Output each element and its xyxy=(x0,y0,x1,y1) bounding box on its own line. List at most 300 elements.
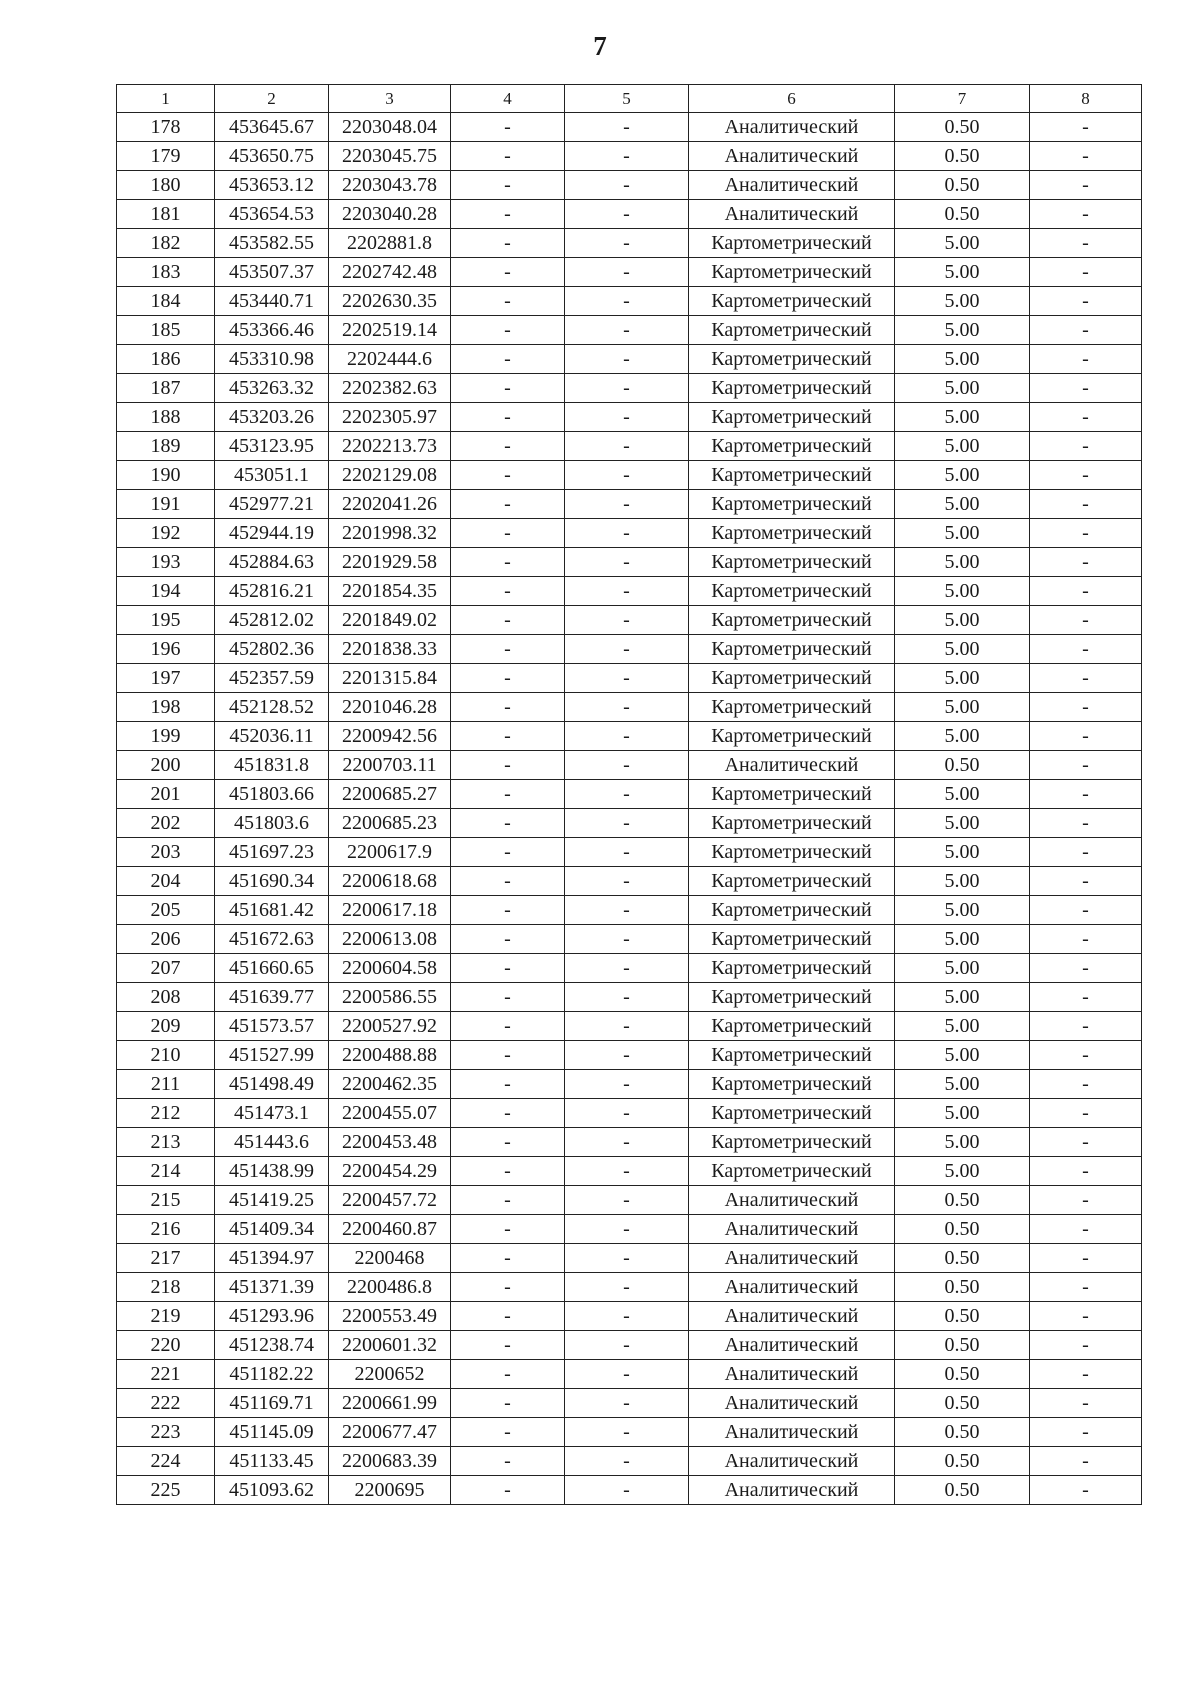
point-number-cell: 211 xyxy=(117,1070,215,1099)
y-coordinate-cell: 2202742.48 xyxy=(329,258,451,287)
point-number-cell: 224 xyxy=(117,1447,215,1476)
column-5-cell: - xyxy=(565,432,689,461)
column-4-cell: - xyxy=(451,1418,565,1447)
method-cell: Аналитический xyxy=(689,1360,895,1389)
column-4-cell: - xyxy=(451,1070,565,1099)
column-5-cell: - xyxy=(565,1389,689,1418)
method-cell: Картометрический xyxy=(689,896,895,925)
x-coordinate-cell: 452812.02 xyxy=(215,606,329,635)
method-cell: Картометрический xyxy=(689,1012,895,1041)
point-number-cell: 192 xyxy=(117,519,215,548)
accuracy-cell: 5.00 xyxy=(895,548,1030,577)
table-row xyxy=(117,345,1142,374)
column-8-cell: - xyxy=(1030,113,1142,142)
column-8-cell: - xyxy=(1030,519,1142,548)
point-number-cell: 204 xyxy=(117,867,215,896)
method-cell: Картометрический xyxy=(689,838,895,867)
method-cell: Аналитический xyxy=(689,142,895,171)
x-coordinate-cell: 451672.63 xyxy=(215,925,329,954)
column-8-cell: - xyxy=(1030,1128,1142,1157)
accuracy-cell: 5.00 xyxy=(895,1128,1030,1157)
method-cell: Картометрический xyxy=(689,1070,895,1099)
column-8-cell: - xyxy=(1030,809,1142,838)
column-4-cell: - xyxy=(451,1157,565,1186)
y-coordinate-cell: 2200455.07 xyxy=(329,1099,451,1128)
x-coordinate-cell: 452816.21 xyxy=(215,577,329,606)
column-8-cell: - xyxy=(1030,867,1142,896)
table-row xyxy=(117,1360,1142,1389)
y-coordinate-cell: 2202881.8 xyxy=(329,229,451,258)
column-4-cell: - xyxy=(451,809,565,838)
point-number-cell: 188 xyxy=(117,403,215,432)
y-coordinate-cell: 2200685.23 xyxy=(329,809,451,838)
accuracy-cell: 5.00 xyxy=(895,432,1030,461)
method-cell: Аналитический xyxy=(689,171,895,200)
accuracy-cell: 5.00 xyxy=(895,1157,1030,1186)
column-8-cell: - xyxy=(1030,983,1142,1012)
column-8-cell: - xyxy=(1030,693,1142,722)
x-coordinate-cell: 451293.96 xyxy=(215,1302,329,1331)
column-8-cell: - xyxy=(1030,577,1142,606)
point-number-cell: 225 xyxy=(117,1476,215,1505)
y-coordinate-cell: 2202630.35 xyxy=(329,287,451,316)
column-5-cell: - xyxy=(565,258,689,287)
point-number-cell: 183 xyxy=(117,258,215,287)
x-coordinate-cell: 453582.55 xyxy=(215,229,329,258)
y-coordinate-cell: 2201849.02 xyxy=(329,606,451,635)
x-coordinate-cell: 451527.99 xyxy=(215,1041,329,1070)
accuracy-cell: 0.50 xyxy=(895,1476,1030,1505)
column-8-cell: - xyxy=(1030,606,1142,635)
table-row xyxy=(117,490,1142,519)
column-header-4: 4 xyxy=(451,85,565,113)
column-5-cell: - xyxy=(565,925,689,954)
accuracy-cell: 5.00 xyxy=(895,316,1030,345)
x-coordinate-cell: 453203.26 xyxy=(215,403,329,432)
y-coordinate-cell: 2202129.08 xyxy=(329,461,451,490)
method-cell: Картометрический xyxy=(689,577,895,606)
column-8-cell: - xyxy=(1030,838,1142,867)
column-5-cell: - xyxy=(565,171,689,200)
y-coordinate-cell: 2201854.35 xyxy=(329,577,451,606)
point-number-cell: 209 xyxy=(117,1012,215,1041)
table-row xyxy=(117,519,1142,548)
y-coordinate-cell: 2200486.8 xyxy=(329,1273,451,1302)
table-row xyxy=(117,1447,1142,1476)
x-coordinate-cell: 451831.8 xyxy=(215,751,329,780)
column-5-cell: - xyxy=(565,316,689,345)
method-cell: Картометрический xyxy=(689,258,895,287)
x-coordinate-cell: 452128.52 xyxy=(215,693,329,722)
y-coordinate-cell: 2200453.48 xyxy=(329,1128,451,1157)
x-coordinate-cell: 453645.67 xyxy=(215,113,329,142)
column-4-cell: - xyxy=(451,867,565,896)
x-coordinate-cell: 451803.66 xyxy=(215,780,329,809)
point-number-cell: 216 xyxy=(117,1215,215,1244)
y-coordinate-cell: 2200457.72 xyxy=(329,1186,451,1215)
table-row xyxy=(117,374,1142,403)
point-number-cell: 195 xyxy=(117,606,215,635)
column-4-cell: - xyxy=(451,1476,565,1505)
table-row xyxy=(117,113,1142,142)
table-row xyxy=(117,606,1142,635)
method-cell: Аналитический xyxy=(689,1447,895,1476)
table-row xyxy=(117,229,1142,258)
y-coordinate-cell: 2200468 xyxy=(329,1244,451,1273)
method-cell: Картометрический xyxy=(689,490,895,519)
column-8-cell: - xyxy=(1030,258,1142,287)
point-number-cell: 178 xyxy=(117,113,215,142)
column-8-cell: - xyxy=(1030,403,1142,432)
column-4-cell: - xyxy=(451,635,565,664)
column-8-cell: - xyxy=(1030,432,1142,461)
y-coordinate-cell: 2200460.87 xyxy=(329,1215,451,1244)
method-cell: Аналитический xyxy=(689,1476,895,1505)
method-cell: Картометрический xyxy=(689,722,895,751)
point-number-cell: 184 xyxy=(117,287,215,316)
column-8-cell: - xyxy=(1030,1302,1142,1331)
point-number-cell: 194 xyxy=(117,577,215,606)
point-number-cell: 214 xyxy=(117,1157,215,1186)
accuracy-cell: 5.00 xyxy=(895,983,1030,1012)
method-cell: Картометрический xyxy=(689,461,895,490)
table-row xyxy=(117,751,1142,780)
column-5-cell: - xyxy=(565,287,689,316)
column-5-cell: - xyxy=(565,635,689,664)
column-4-cell: - xyxy=(451,954,565,983)
x-coordinate-cell: 451394.97 xyxy=(215,1244,329,1273)
method-cell: Аналитический xyxy=(689,1389,895,1418)
column-4-cell: - xyxy=(451,548,565,577)
column-8-cell: - xyxy=(1030,1041,1142,1070)
column-4-cell: - xyxy=(451,664,565,693)
column-5-cell: - xyxy=(565,1012,689,1041)
accuracy-cell: 5.00 xyxy=(895,229,1030,258)
table-row xyxy=(117,403,1142,432)
column-4-cell: - xyxy=(451,113,565,142)
column-8-cell: - xyxy=(1030,1476,1142,1505)
accuracy-cell: 5.00 xyxy=(895,258,1030,287)
column-8-cell: - xyxy=(1030,954,1142,983)
y-coordinate-cell: 2201998.32 xyxy=(329,519,451,548)
column-8-cell: - xyxy=(1030,722,1142,751)
table-row xyxy=(117,432,1142,461)
table-row xyxy=(117,809,1142,838)
table-row xyxy=(117,1070,1142,1099)
method-cell: Картометрический xyxy=(689,925,895,954)
column-4-cell: - xyxy=(451,316,565,345)
method-cell: Аналитический xyxy=(689,1244,895,1273)
x-coordinate-cell: 451182.22 xyxy=(215,1360,329,1389)
accuracy-cell: 0.50 xyxy=(895,1331,1030,1360)
method-cell: Аналитический xyxy=(689,1418,895,1447)
point-number-cell: 213 xyxy=(117,1128,215,1157)
column-8-cell: - xyxy=(1030,1070,1142,1099)
point-number-cell: 217 xyxy=(117,1244,215,1273)
column-4-cell: - xyxy=(451,751,565,780)
table-row xyxy=(117,722,1142,751)
x-coordinate-cell: 451803.6 xyxy=(215,809,329,838)
table-row xyxy=(117,1099,1142,1128)
x-coordinate-cell: 452357.59 xyxy=(215,664,329,693)
point-number-cell: 196 xyxy=(117,635,215,664)
accuracy-cell: 5.00 xyxy=(895,403,1030,432)
column-5-cell: - xyxy=(565,403,689,432)
table-row xyxy=(117,171,1142,200)
x-coordinate-cell: 451639.77 xyxy=(215,983,329,1012)
method-cell: Картометрический xyxy=(689,519,895,548)
column-5-cell: - xyxy=(565,113,689,142)
method-cell: Аналитический xyxy=(689,1331,895,1360)
y-coordinate-cell: 2200601.32 xyxy=(329,1331,451,1360)
y-coordinate-cell: 2200604.58 xyxy=(329,954,451,983)
column-8-cell: - xyxy=(1030,461,1142,490)
point-number-cell: 179 xyxy=(117,142,215,171)
table-row xyxy=(117,258,1142,287)
method-cell: Картометрический xyxy=(689,867,895,896)
column-4-cell: - xyxy=(451,403,565,432)
method-cell: Картометрический xyxy=(689,287,895,316)
column-8-cell: - xyxy=(1030,1331,1142,1360)
column-5-cell: - xyxy=(565,548,689,577)
column-5-cell: - xyxy=(565,606,689,635)
column-8-cell: - xyxy=(1030,548,1142,577)
y-coordinate-cell: 2200462.35 xyxy=(329,1070,451,1099)
x-coordinate-cell: 451093.62 xyxy=(215,1476,329,1505)
y-coordinate-cell: 2200703.11 xyxy=(329,751,451,780)
column-header-6: 6 xyxy=(689,85,895,113)
column-8-cell: - xyxy=(1030,142,1142,171)
accuracy-cell: 0.50 xyxy=(895,1360,1030,1389)
column-4-cell: - xyxy=(451,722,565,751)
y-coordinate-cell: 2203045.75 xyxy=(329,142,451,171)
column-5-cell: - xyxy=(565,1128,689,1157)
method-cell: Картометрический xyxy=(689,664,895,693)
y-coordinate-cell: 2200553.49 xyxy=(329,1302,451,1331)
table-row xyxy=(117,1389,1142,1418)
point-number-cell: 187 xyxy=(117,374,215,403)
column-5-cell: - xyxy=(565,693,689,722)
method-cell: Картометрический xyxy=(689,1128,895,1157)
table-row xyxy=(117,1302,1142,1331)
column-4-cell: - xyxy=(451,1273,565,1302)
column-5-cell: - xyxy=(565,1360,689,1389)
column-5-cell: - xyxy=(565,229,689,258)
y-coordinate-cell: 2200661.99 xyxy=(329,1389,451,1418)
method-cell: Картометрический xyxy=(689,693,895,722)
column-4-cell: - xyxy=(451,1186,565,1215)
column-8-cell: - xyxy=(1030,925,1142,954)
method-cell: Картометрический xyxy=(689,983,895,1012)
accuracy-cell: 0.50 xyxy=(895,1389,1030,1418)
column-4-cell: - xyxy=(451,606,565,635)
column-header-2: 2 xyxy=(215,85,329,113)
x-coordinate-cell: 452884.63 xyxy=(215,548,329,577)
table-row xyxy=(117,1215,1142,1244)
column-5-cell: - xyxy=(565,722,689,751)
column-8-cell: - xyxy=(1030,1186,1142,1215)
table-row xyxy=(117,838,1142,867)
column-5-cell: - xyxy=(565,1157,689,1186)
point-number-cell: 182 xyxy=(117,229,215,258)
method-cell: Картометрический xyxy=(689,1157,895,1186)
column-8-cell: - xyxy=(1030,896,1142,925)
point-number-cell: 219 xyxy=(117,1302,215,1331)
accuracy-cell: 0.50 xyxy=(895,751,1030,780)
column-8-cell: - xyxy=(1030,1157,1142,1186)
accuracy-cell: 0.50 xyxy=(895,1418,1030,1447)
y-coordinate-cell: 2200683.39 xyxy=(329,1447,451,1476)
table-row xyxy=(117,1012,1142,1041)
column-8-cell: - xyxy=(1030,1215,1142,1244)
accuracy-cell: 5.00 xyxy=(895,374,1030,403)
column-8-cell: - xyxy=(1030,1418,1142,1447)
x-coordinate-cell: 453654.53 xyxy=(215,200,329,229)
column-5-cell: - xyxy=(565,1215,689,1244)
point-number-cell: 202 xyxy=(117,809,215,838)
column-4-cell: - xyxy=(451,1360,565,1389)
method-cell: Картометрический xyxy=(689,635,895,664)
accuracy-cell: 5.00 xyxy=(895,693,1030,722)
column-4-cell: - xyxy=(451,258,565,287)
x-coordinate-cell: 453123.95 xyxy=(215,432,329,461)
point-number-cell: 215 xyxy=(117,1186,215,1215)
table-row xyxy=(117,983,1142,1012)
method-cell: Картометрический xyxy=(689,1041,895,1070)
y-coordinate-cell: 2202519.14 xyxy=(329,316,451,345)
column-8-cell: - xyxy=(1030,664,1142,693)
method-cell: Картометрический xyxy=(689,316,895,345)
y-coordinate-cell: 2203048.04 xyxy=(329,113,451,142)
x-coordinate-cell: 453507.37 xyxy=(215,258,329,287)
column-4-cell: - xyxy=(451,490,565,519)
y-coordinate-cell: 2201046.28 xyxy=(329,693,451,722)
column-8-cell: - xyxy=(1030,374,1142,403)
method-cell: Аналитический xyxy=(689,1186,895,1215)
x-coordinate-cell: 451438.99 xyxy=(215,1157,329,1186)
column-5-cell: - xyxy=(565,1447,689,1476)
accuracy-cell: 5.00 xyxy=(895,780,1030,809)
method-cell: Картометрический xyxy=(689,954,895,983)
accuracy-cell: 5.00 xyxy=(895,577,1030,606)
x-coordinate-cell: 453653.12 xyxy=(215,171,329,200)
column-8-cell: - xyxy=(1030,635,1142,664)
column-4-cell: - xyxy=(451,142,565,171)
point-number-cell: 212 xyxy=(117,1099,215,1128)
y-coordinate-cell: 2200488.88 xyxy=(329,1041,451,1070)
column-5-cell: - xyxy=(565,983,689,1012)
method-cell: Аналитический xyxy=(689,1215,895,1244)
accuracy-cell: 0.50 xyxy=(895,113,1030,142)
point-number-cell: 222 xyxy=(117,1389,215,1418)
point-number-cell: 221 xyxy=(117,1360,215,1389)
x-coordinate-cell: 453440.71 xyxy=(215,287,329,316)
y-coordinate-cell: 2200454.29 xyxy=(329,1157,451,1186)
table-row xyxy=(117,316,1142,345)
y-coordinate-cell: 2200695 xyxy=(329,1476,451,1505)
table-body xyxy=(117,113,1142,1505)
table-row xyxy=(117,1128,1142,1157)
table-row xyxy=(117,635,1142,664)
y-coordinate-cell: 2202382.63 xyxy=(329,374,451,403)
page-number: 7 xyxy=(593,31,607,61)
table-row xyxy=(117,867,1142,896)
point-number-cell: 193 xyxy=(117,548,215,577)
y-coordinate-cell: 2200617.9 xyxy=(329,838,451,867)
y-coordinate-cell: 2200613.08 xyxy=(329,925,451,954)
column-8-cell: - xyxy=(1030,287,1142,316)
point-number-cell: 190 xyxy=(117,461,215,490)
point-number-cell: 223 xyxy=(117,1418,215,1447)
column-5-cell: - xyxy=(565,1244,689,1273)
column-4-cell: - xyxy=(451,1389,565,1418)
column-5-cell: - xyxy=(565,461,689,490)
x-coordinate-cell: 451660.65 xyxy=(215,954,329,983)
column-5-cell: - xyxy=(565,1418,689,1447)
point-number-cell: 186 xyxy=(117,345,215,374)
column-4-cell: - xyxy=(451,925,565,954)
y-coordinate-cell: 2202041.26 xyxy=(329,490,451,519)
point-number-cell: 206 xyxy=(117,925,215,954)
x-coordinate-cell: 451573.57 xyxy=(215,1012,329,1041)
column-4-cell: - xyxy=(451,1012,565,1041)
accuracy-cell: 5.00 xyxy=(895,1099,1030,1128)
point-number-cell: 205 xyxy=(117,896,215,925)
column-header-8: 8 xyxy=(1030,85,1142,113)
x-coordinate-cell: 451697.23 xyxy=(215,838,329,867)
table-row xyxy=(117,925,1142,954)
column-5-cell: - xyxy=(565,838,689,867)
point-number-cell: 210 xyxy=(117,1041,215,1070)
point-number-cell: 197 xyxy=(117,664,215,693)
accuracy-cell: 0.50 xyxy=(895,1215,1030,1244)
x-coordinate-cell: 451498.49 xyxy=(215,1070,329,1099)
y-coordinate-cell: 2200677.47 xyxy=(329,1418,451,1447)
y-coordinate-cell: 2200617.18 xyxy=(329,896,451,925)
point-number-cell: 220 xyxy=(117,1331,215,1360)
column-8-cell: - xyxy=(1030,751,1142,780)
column-5-cell: - xyxy=(565,1070,689,1099)
table-row xyxy=(117,577,1142,606)
method-cell: Картометрический xyxy=(689,229,895,258)
x-coordinate-cell: 451419.25 xyxy=(215,1186,329,1215)
x-coordinate-cell: 452036.11 xyxy=(215,722,329,751)
column-5-cell: - xyxy=(565,664,689,693)
point-number-cell: 180 xyxy=(117,171,215,200)
table-row xyxy=(117,142,1142,171)
column-5-cell: - xyxy=(565,1302,689,1331)
table-row xyxy=(117,780,1142,809)
accuracy-cell: 5.00 xyxy=(895,1070,1030,1099)
coordinates-table xyxy=(116,84,1142,1505)
y-coordinate-cell: 2203043.78 xyxy=(329,171,451,200)
accuracy-cell: 5.00 xyxy=(895,664,1030,693)
column-header-7: 7 xyxy=(895,85,1030,113)
y-coordinate-cell: 2201838.33 xyxy=(329,635,451,664)
table-row xyxy=(117,664,1142,693)
y-coordinate-cell: 2201929.58 xyxy=(329,548,451,577)
table-header-row xyxy=(117,85,1142,113)
point-number-cell: 201 xyxy=(117,780,215,809)
column-4-cell: - xyxy=(451,432,565,461)
point-number-cell: 189 xyxy=(117,432,215,461)
column-4-cell: - xyxy=(451,896,565,925)
column-8-cell: - xyxy=(1030,1099,1142,1128)
accuracy-cell: 5.00 xyxy=(895,345,1030,374)
column-8-cell: - xyxy=(1030,229,1142,258)
x-coordinate-cell: 451443.6 xyxy=(215,1128,329,1157)
column-8-cell: - xyxy=(1030,171,1142,200)
